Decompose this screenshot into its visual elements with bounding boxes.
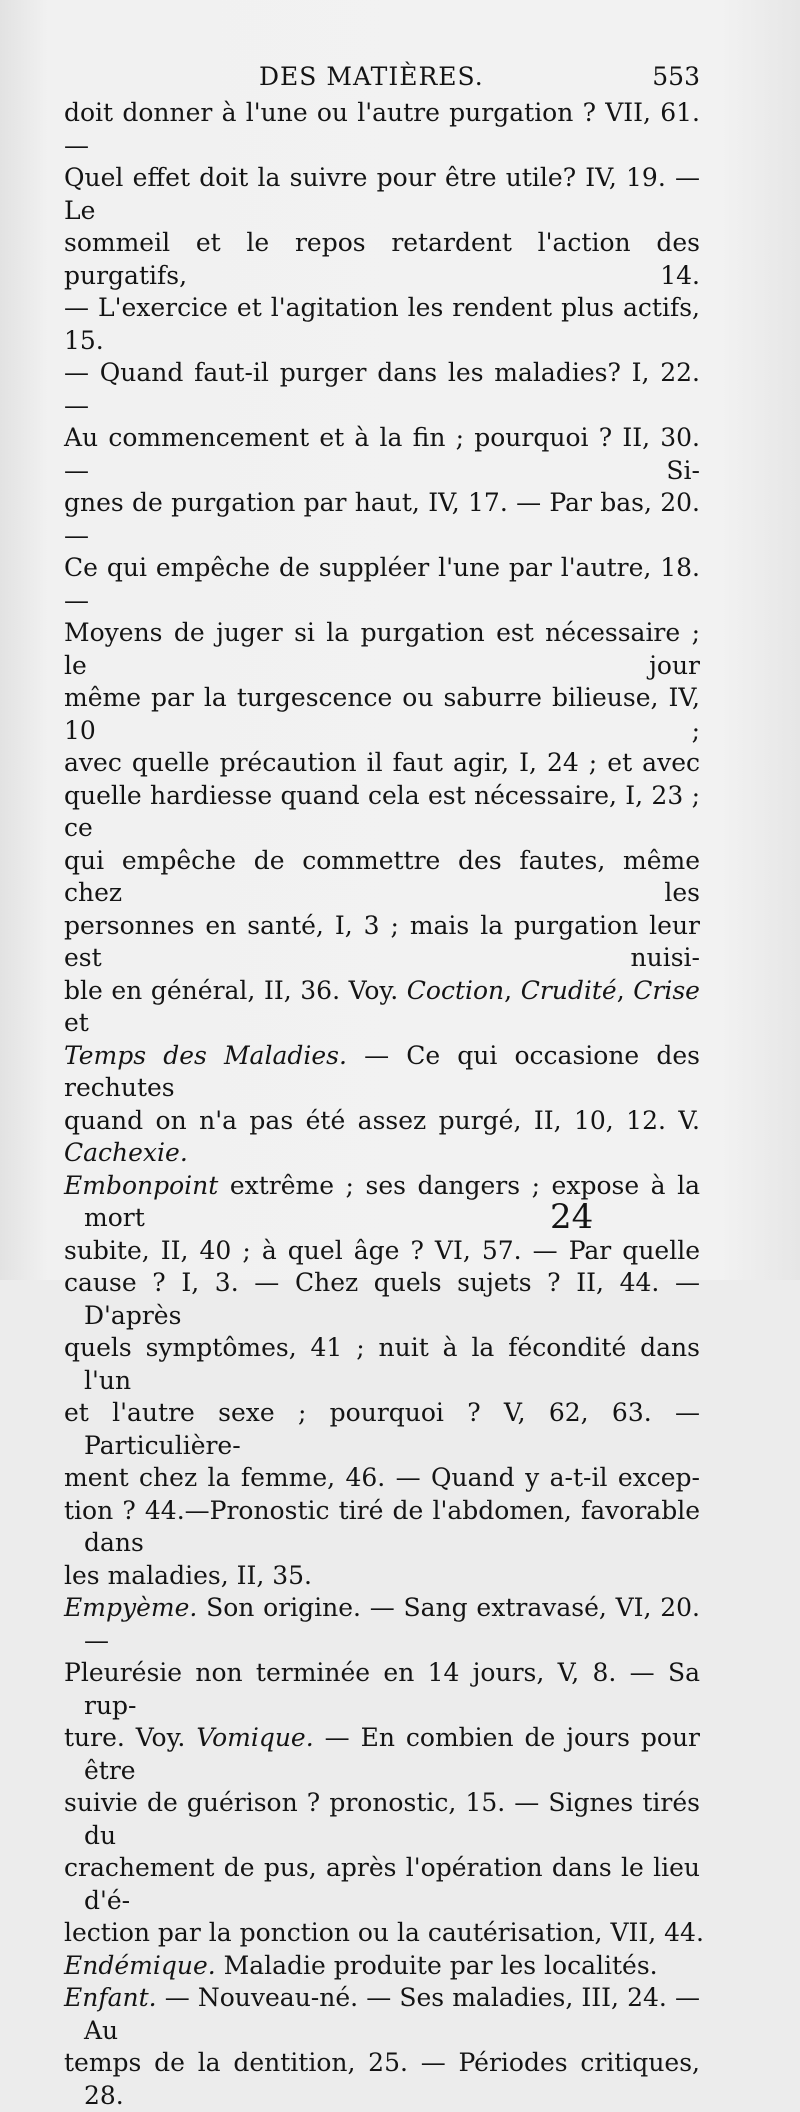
text-line: suivie de guérison ? pronostic, 15. — Signes tirés du [64,1788,700,1850]
cross-reference: Temps des Maladies. [64,1040,347,1070]
text-line: qui empêche de commettre des fautes, même chez les [64,845,700,907]
text-line [64,1950,700,1983]
index-entry-embonpoint [64,1170,700,1593]
entry-term: Endémique. [64,1950,216,1980]
text-line [64,1722,700,1787]
text-line: les maladies, II, 35. [64,1560,312,1590]
running-title: DES MATIÈRES. [259,62,484,91]
text-line: Pleurésie non terminée en 14 jours, V, 8. — Sa rup- [64,1658,700,1720]
text-line: tion ? 44.—Pronostic tiré de l'abdomen, favorable dans [64,1495,700,1557]
text-line [64,1982,700,2047]
text-line: temps de la dentition, 25. — Périodes critiques, 28. [64,2048,700,2110]
text-line: même par la turgescence ou saburre bilieuse, IV, 10 ; [64,683,700,745]
text-run: Son origine. — Sang extravasé, VI, 20. — [84,1593,700,1655]
entry-term: Enfant. [64,1983,157,2012]
cross-reference: Crudité [520,975,617,1005]
text-run: extrême ; ses dangers ; expose à la mort [84,1170,700,1232]
text-line: et l'autre sexe ; pourquoi ? V, 62, 63. — Particulière- [64,1398,700,1460]
text-run: , [504,975,521,1005]
text-run: Maladie produite par les localités. [215,1950,658,1980]
text-line: Moyens de juger si la purgation est nécessaire ; le jour [64,618,700,680]
text-line: Ce qui empêche de suppléer l'une par l'autre, 18. — [64,553,700,615]
running-header [64,62,700,98]
entry-term: Embonpoint [64,1170,219,1200]
text-line: crachement de pus, après l'opération dans le lieu d'é- [64,1853,700,1915]
text-line: sommeil et le repos retardent l'action des purgatifs, 14. [64,228,700,290]
text-line: Quel effet doit la suivre pour être utile? IV, 19. — Le [64,163,700,225]
cross-reference: Cachexie. [64,1138,188,1167]
text-run: , [616,975,634,1005]
text-run: quand on n'a pas été assez purgé, II, 10, 12. V. [64,1105,700,1135]
text-line [64,1170,700,1235]
text-line [64,1592,700,1657]
text-run: — Nouveau-né. — Ses maladies, III, 24. — Au [84,1983,700,2045]
text-run: ble en général, II, 36. Voy. [64,975,407,1005]
text-line: — L'exercice et l'agitation les rendent plus actifs, 15. [64,293,700,355]
cross-reference: Vomique. [196,1723,314,1752]
text-run: et [64,1008,89,1037]
text-line [64,975,700,1040]
text-run: — En combien de jours pour être [84,1723,700,1785]
entry-term: Empyème. [64,1593,198,1622]
text-line: quels symptômes, 41 ; nuit à la fécondité dans l'un [64,1333,700,1395]
index-entry-enfant [64,1982,700,2112]
text-line: — Quand faut-il purger dans les maladies? I, 22. — [64,358,700,420]
continued-entry-purgation [64,97,700,1170]
cross-reference: Coction [406,975,505,1005]
text-line [64,1105,700,1170]
text-line: quelle hardiesse quand cela est nécessaire, I, 23 ; ce [64,780,700,842]
cross-reference: Crise [633,975,700,1005]
signature-mark: 24 [550,1197,594,1237]
text-run: ture. Voy. [64,1723,197,1752]
index-text [64,97,704,2112]
text-line: Au commencement et à la fin ; pourquoi ? II, 30. — Si- [64,423,700,485]
text-line: cause ? I, 3. — Chez quels sujets ? II, 44. — D'après [64,1268,700,1330]
text-line [64,1040,700,1105]
text-run: — Ce qui occasione des rechutes [64,1040,700,1102]
text-line: subite, II, 40 ; à quel âge ? VI, 57. — Par quelle [64,1235,700,1265]
text-line: personnes en santé, I, 3 ; mais la purgation leur est nuisi- [64,910,700,972]
text-line: doit donner à l'une ou l'autre purgation ? VII, 61. — [64,98,700,160]
index-entry-empyeme [64,1592,704,1950]
page-number: 553 [652,62,700,91]
index-entry-endemique [64,1950,700,1983]
text-line: lection par la ponction ou la cautérisation, VII, 44. [64,1918,704,1947]
text-line: ment chez la femme, 46. — Quand y a-t-il excep- [64,1463,700,1492]
text-line: gnes de purgation par haut, IV, 17. — Par bas, 20. — [64,488,700,550]
text-line: avec quelle précaution il faut agir, I, 24 ; et avec [64,748,700,777]
